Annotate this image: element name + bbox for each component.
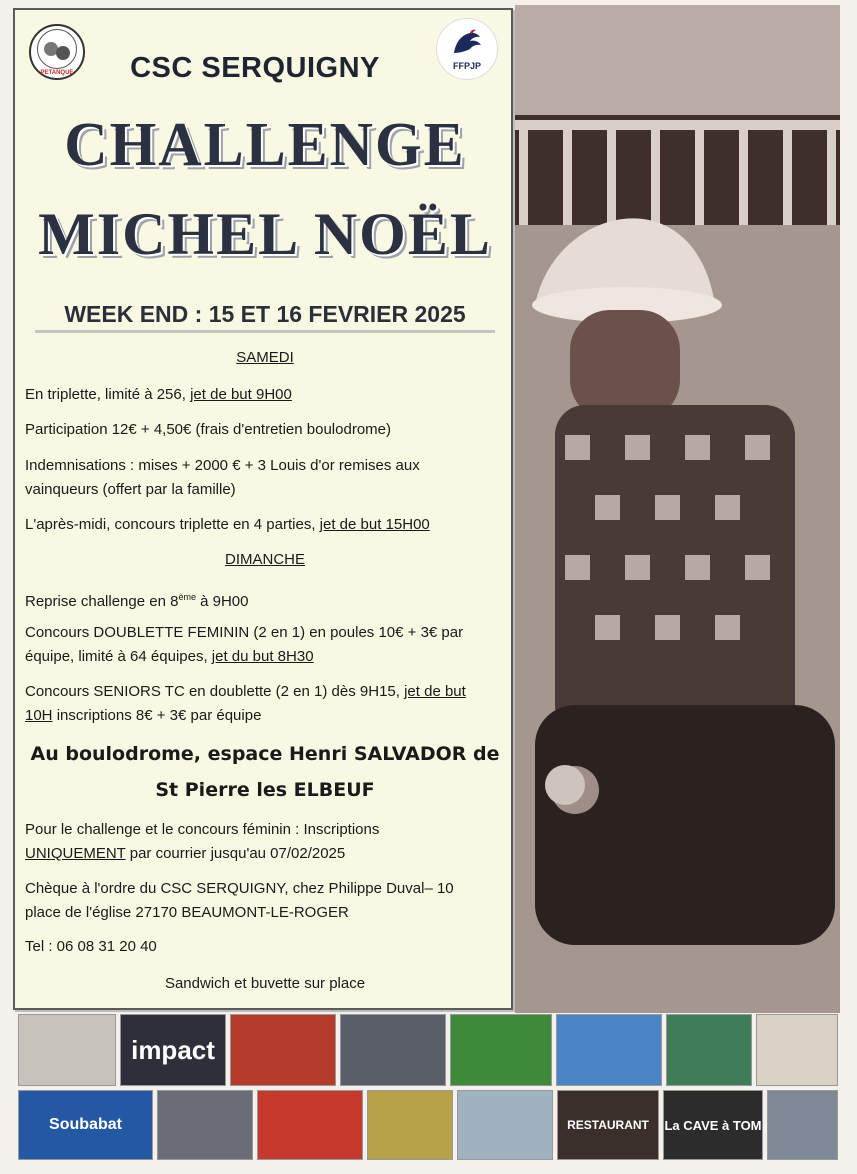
event-date: WEEK END : 15 ET 16 FEVRIER 2025 [35, 301, 495, 333]
title-line-2: MICHEL NOËL [38, 201, 492, 267]
dimanche-line-3-time-a: jet de but [404, 683, 466, 700]
player-photo-illustration [515, 5, 840, 1013]
dimanche-line-2-time: jet du but 8H30 [211, 648, 314, 665]
dimanche-line-1-text: Reprise challenge en 8 [25, 593, 179, 610]
sponsor-1 [18, 1014, 116, 1086]
sponsor-7 [666, 1014, 752, 1086]
venue-line-2: St Pierre les ELBEUF [155, 779, 375, 801]
cheque-line-2: place de l'église 27170 BEAUMONT-LE-ROGER [25, 904, 349, 921]
sponsor-6 [556, 1014, 662, 1086]
club-logo [29, 24, 85, 80]
ffpjp-logo-text: FFPJP [452, 61, 481, 71]
samedi-line-1-text: En triplette, limité à 256, [25, 386, 191, 403]
sponsor-14-label: RESTAURANT [567, 1118, 649, 1132]
samedi-line-4 [25, 513, 495, 537]
sponsor-10 [157, 1090, 253, 1160]
sponsor-15 [663, 1090, 763, 1160]
sponsor-8 [756, 1014, 838, 1086]
dimanche-line-1-time: à 9H00 [195, 593, 249, 610]
inscription-line-1: Pour le challenge et le concours féminin : Inscriptions [25, 821, 380, 838]
sponsor-9-label: Soubabat [49, 1116, 122, 1133]
dimanche-line-3 [25, 680, 495, 728]
samedi-line-2: Participation 12€ + 4,50€ (frais d'entretien boulodrome) [25, 421, 391, 438]
sponsor-13 [457, 1090, 553, 1160]
samedi-line-4-text: L'après-midi, concours triplette en 4 parties, [25, 516, 320, 533]
dimanche-line-3d: inscriptions 8€ + 3€ par équipe [52, 707, 262, 724]
phone-number: Tel : 06 08 31 20 40 [25, 938, 157, 955]
cheque-info [25, 877, 495, 925]
samedi-line-3a: Indemnisations : mises + 2000 € + 3 Louis d'or remises aux [25, 457, 420, 474]
dimanche-heading: DIMANCHE [224, 551, 305, 568]
sponsor-5 [450, 1014, 552, 1086]
dimanche-line-1-sup: ème [178, 592, 196, 602]
samedi-line-1-time: jet de but 9H00 [190, 386, 292, 403]
ffpjp-logo [436, 18, 498, 80]
sponsor-11 [257, 1090, 363, 1160]
dimanche-line-3-time-b: 10H [25, 707, 53, 724]
vintage-photo [515, 5, 840, 1013]
sponsor-4 [340, 1014, 446, 1086]
dimanche-line-2b: équipe, limité à 64 équipes, [25, 648, 212, 665]
cheque-line-1: Chèque à l'ordre du CSC SERQUIGNY, chez Philippe Duval– 10 [25, 880, 454, 897]
sponsor-2-label: impact [131, 1034, 215, 1065]
club-name: CSC SERQUIGNY [130, 52, 380, 84]
petanque-balls-icon [37, 29, 77, 69]
club-logo-text: PETANQUE [40, 69, 74, 76]
sponsor-14 [557, 1090, 659, 1160]
sponsor-strip [18, 1014, 838, 1162]
inscription-deadline: par courrier jusqu'au 07/02/2025 [125, 845, 346, 862]
inscription-info [25, 818, 495, 866]
samedi-line-4-time: jet de but 15H00 [319, 516, 430, 533]
dimanche-line-3a: Concours SENIORS TC en doublette (2 en 1) dès 9H15, [25, 683, 405, 700]
sponsor-3 [230, 1014, 336, 1086]
samedi-line-3b: vainqueurs (offert par la famille) [25, 481, 236, 498]
venue-line-1: Au boulodrome, espace Henri SALVADOR de [30, 743, 500, 765]
title-line-1: CHALLENGE [64, 109, 466, 179]
inscription-uniquement: UNIQUEMENT [25, 845, 126, 862]
dimanche-line-1 [25, 585, 495, 614]
samedi-line-1 [25, 383, 495, 407]
rooster-icon [448, 27, 488, 57]
dimanche-line-2 [25, 621, 495, 669]
sponsor-2 [120, 1014, 226, 1086]
sponsor-16 [767, 1090, 838, 1160]
dimanche-line-2a: Concours DOUBLETTE FEMININ (2 en 1) en poules 10€ + 3€ par [25, 624, 464, 641]
samedi-heading: SAMEDI [236, 349, 294, 366]
sponsor-12 [367, 1090, 453, 1160]
sponsor-9 [18, 1090, 153, 1160]
samedi-line-3 [25, 454, 495, 502]
sponsor-15-label: La CAVE à TOM [664, 1117, 762, 1133]
refreshments-note: Sandwich et buvette sur place [164, 975, 366, 992]
venue [15, 736, 515, 808]
info-panel [13, 8, 513, 1010]
